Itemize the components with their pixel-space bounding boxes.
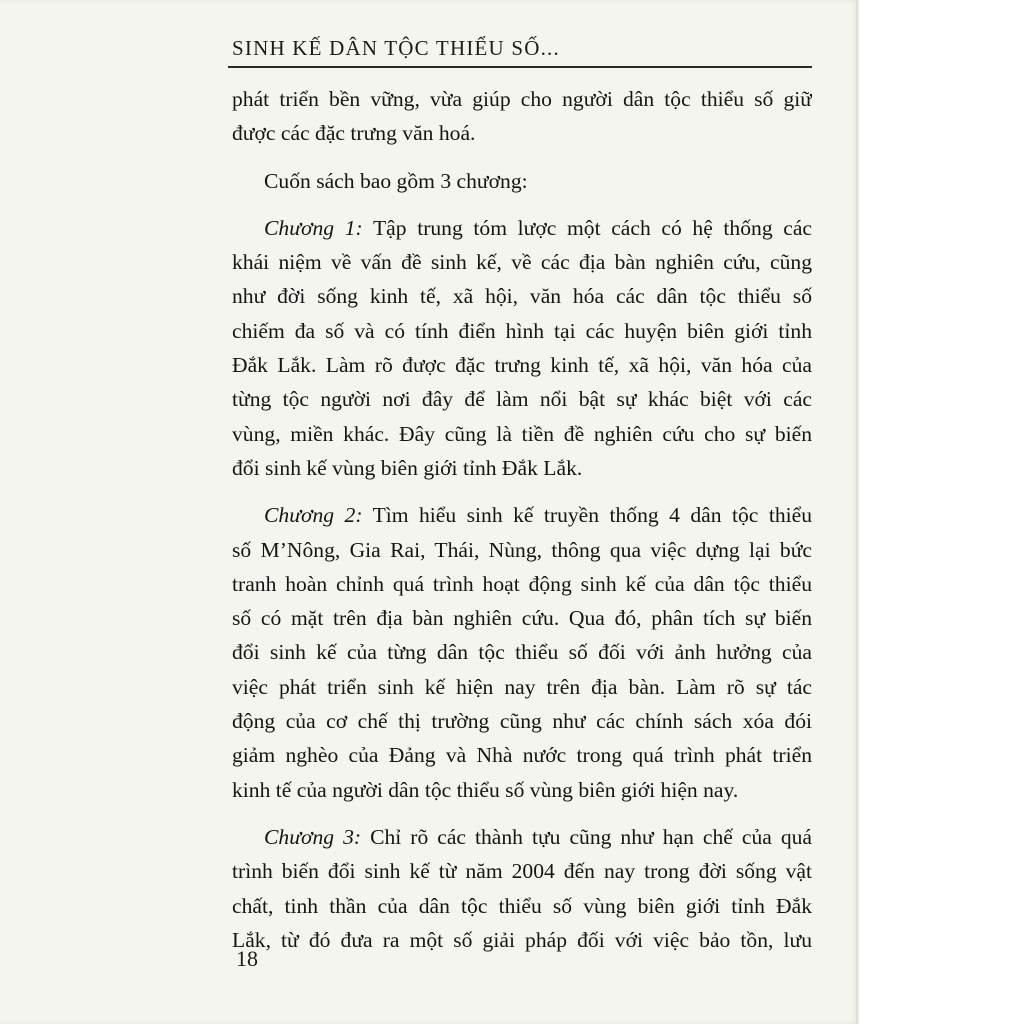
text-line: chiếm đa số và có tính điển hình tại các huyện biên giới tỉnh bbox=[232, 318, 812, 343]
text-line: như đời sống kinh tế, xã hội, văn hóa các dân tộc thiểu số bbox=[232, 284, 812, 309]
text-line: phát triển bền vững, vừa giúp cho người dân tộc thiểu số giữ bbox=[232, 87, 812, 111]
paragraph-chapter-2 bbox=[232, 498, 812, 807]
text-line: khái niệm về vấn đề sinh kế, về các địa bàn nghiên cứu, cũng bbox=[232, 250, 812, 275]
text-line: kinh tế của người dân tộc thiểu số vùng biên giới hiện nay. bbox=[232, 777, 739, 802]
paragraph-chapter-3 bbox=[232, 820, 812, 957]
text-line-rest: Tìm hiểu sinh kế truyền thống 4 dân tộc thiểu bbox=[362, 503, 812, 528]
text-line-rest: Chỉ rõ các thành tựu cũng như hạn chế của quá bbox=[361, 824, 812, 849]
chapter-2-label: Chương 2: bbox=[264, 503, 363, 528]
text-line bbox=[232, 211, 812, 245]
text-line: vùng, miền khác. Đây cũng là tiền đề nghiên cứu cho sự biến bbox=[232, 421, 812, 446]
text-line: từng tộc người nơi đây để làm nổi bật sự khác biệt với các bbox=[232, 387, 812, 412]
chapter-1-label: Chương 1: bbox=[264, 215, 363, 240]
text-line: số M’Nông, Gia Rai, Thái, Nùng, thông qua việc dựng lại bức bbox=[232, 537, 812, 562]
text-line: đổi sinh kế vùng biên giới tỉnh Đắk Lắk. bbox=[232, 455, 583, 480]
text-line: chất, tinh thần của dân tộc thiểu số vùng biên giới tỉnh Đắk bbox=[232, 893, 812, 918]
chapter-3-label: Chương 3: bbox=[264, 824, 362, 849]
text-line: số có mặt trên địa bàn nghiên cứu. Qua đó, phân tích sự biến bbox=[232, 606, 812, 631]
text-line: được các đặc trưng văn hoá. bbox=[232, 121, 476, 146]
running-head: SINH KẾ DÂN TỘC THIỂU SỐ... bbox=[232, 36, 560, 60]
text-line: Đắk Lắk. Làm rõ được đặc trưng kinh tế, xã hội, văn hóa của bbox=[232, 353, 812, 378]
text-line bbox=[232, 820, 812, 854]
text-line: động của cơ chế thị trường cũng như các chính sách xóa đói bbox=[232, 709, 812, 734]
text-line-rest: Tập trung tóm lược một cách có hệ thống các bbox=[362, 215, 812, 240]
text-line: việc phát triển sinh kế hiện nay trên địa bàn. Làm rõ sự tác bbox=[232, 674, 812, 699]
text-line: Lắk, từ đó đưa ra một số giải pháp đối với việc bảo tồn, lưu bbox=[232, 927, 812, 952]
text-line bbox=[232, 498, 812, 532]
header-rule bbox=[228, 66, 812, 68]
text-line: đổi sinh kế của từng dân tộc thiểu số đối với ảnh hưởng của bbox=[232, 640, 812, 665]
body-text bbox=[232, 82, 812, 957]
text-line: tranh hoàn chỉnh quá trình hoạt động sinh kế của dân tộc thiểu bbox=[232, 571, 812, 596]
page-edge-shadow bbox=[856, 0, 859, 1024]
paragraph-chapter-intro bbox=[232, 164, 812, 198]
page-number: 18 bbox=[236, 946, 258, 971]
paragraph-chapter-1 bbox=[232, 211, 812, 485]
text-line: Cuốn sách bao gồm 3 chương: bbox=[264, 168, 528, 193]
text-line: giảm nghèo của Đảng và Nhà nước trong quá trình phát triển bbox=[232, 743, 812, 768]
paragraph-continuation bbox=[232, 82, 812, 151]
text-line: trình biến đổi sinh kế từ năm 2004 đến nay trong đời sống vật bbox=[232, 859, 812, 884]
